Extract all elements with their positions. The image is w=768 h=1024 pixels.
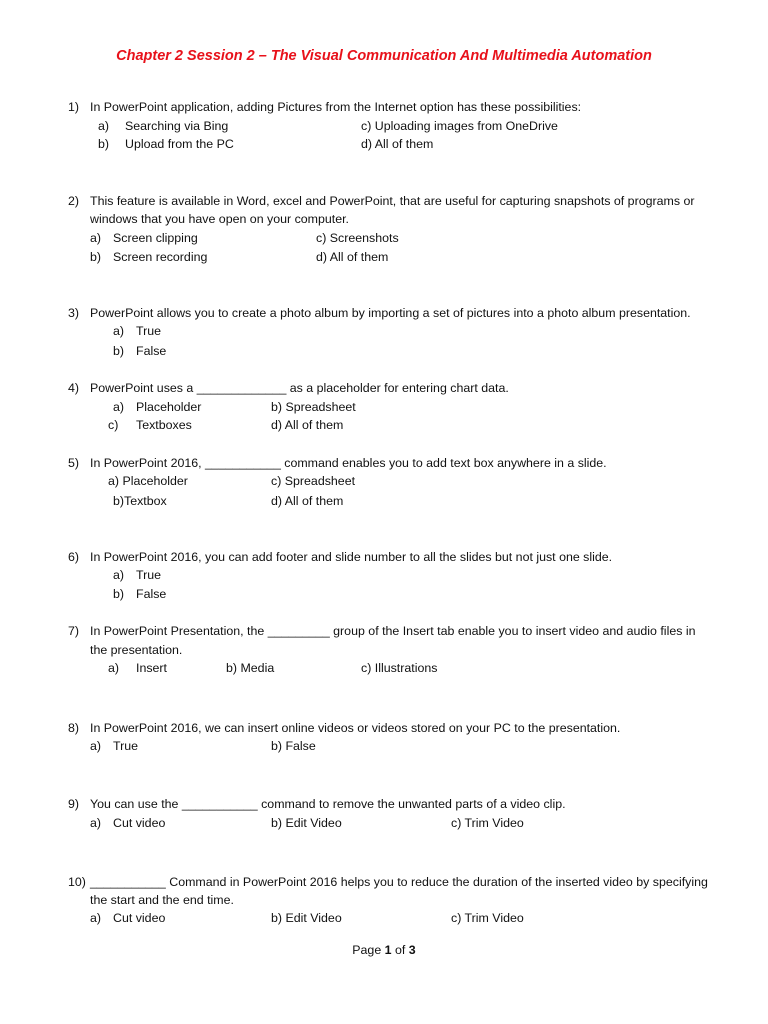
question-text: the presentation.: [90, 643, 183, 657]
question-text: In PowerPoint application, adding Pictures from the Internet option has these possibilities:: [90, 100, 582, 114]
footer-middle: of: [391, 943, 409, 957]
option-text: c) Trim Video: [451, 911, 524, 925]
option-label: a): [113, 400, 125, 414]
option-text: b) Edit Video: [271, 816, 342, 830]
question-text: This feature is available in Word, excel and PowerPoint, that are useful for capturing snapshots of programs or: [90, 194, 695, 208]
option-label: b): [98, 137, 110, 151]
option-label: b): [90, 250, 102, 264]
option-text: c) Uploading images from OneDrive: [361, 119, 558, 133]
option-label: a): [90, 816, 102, 830]
option-text: True: [136, 324, 162, 338]
question-text: PowerPoint uses a _____________ as a placeholder for entering chart data.: [90, 381, 509, 395]
question-text: In PowerPoint Presentation, the _________ group of the Insert tab enable you to insert video and audio files in: [90, 624, 696, 638]
option-label: a): [98, 119, 110, 133]
question-number: 7): [68, 624, 80, 638]
option-text: c) Illustrations: [361, 661, 438, 675]
option-text: c) Spreadsheet: [271, 474, 356, 488]
option-text: b)Textbox: [113, 494, 167, 508]
question-text: PowerPoint allows you to create a photo album by importing a set of pictures into a photo album presentation.: [90, 306, 691, 320]
option-text: d) All of them: [361, 137, 434, 151]
option-text: c) Screenshots: [316, 231, 399, 245]
footer-current-page: 1: [384, 943, 392, 957]
footer-prefix: Page: [352, 943, 385, 957]
option-text: d) All of them: [316, 250, 389, 264]
option-label: c): [108, 418, 119, 432]
question-text: In PowerPoint 2016, we can insert online videos or videos stored on your PC to the presentation.: [90, 721, 621, 735]
footer-total-pages: 3: [408, 943, 416, 957]
option-text: b) Edit Video: [271, 911, 342, 925]
option-text: Insert: [136, 661, 167, 675]
option-text: c) Trim Video: [451, 816, 524, 830]
option-text: d) All of them: [271, 494, 344, 508]
question-text: ___________ Command in PowerPoint 2016 helps you to reduce the duration of the inserted video by specifying: [90, 875, 708, 889]
question-number: 6): [68, 550, 80, 564]
page-title: Chapter 2 Session 2 – The Visual Communication And Multimedia Automation: [116, 48, 652, 64]
question-text: In PowerPoint 2016, ___________ command enables you to add text box anywhere in a slide.: [90, 456, 607, 470]
question-number: 2): [68, 194, 80, 208]
option-label: a): [113, 324, 125, 338]
option-text: Searching via Bing: [125, 119, 229, 133]
question-text: In PowerPoint 2016, you can add footer and slide number to all the slides but not just one slide.: [90, 550, 613, 564]
option-text: False: [136, 344, 167, 358]
option-label: b): [113, 344, 125, 358]
option-text: b) Spreadsheet: [271, 400, 356, 414]
question-text: the start and the end time.: [90, 893, 234, 907]
question-number: 4): [68, 381, 80, 395]
option-text: Cut video: [113, 911, 166, 925]
option-text: b) False: [271, 739, 316, 753]
option-label: a): [90, 739, 102, 753]
option-text: Placeholder: [136, 400, 202, 414]
option-text: b) Media: [226, 661, 275, 675]
option-text: Screen clipping: [113, 231, 198, 245]
option-label: a): [90, 911, 102, 925]
option-text: Cut video: [113, 816, 166, 830]
option-text: a) Placeholder: [108, 474, 188, 488]
option-label: a): [113, 568, 125, 582]
option-text: False: [136, 587, 167, 601]
question-number: 10): [68, 875, 86, 889]
option-text: Textboxes: [136, 418, 192, 432]
option-text: Upload from the PC: [125, 137, 234, 151]
question-text: windows that you have open on your computer.: [90, 212, 349, 226]
question-number: 5): [68, 456, 80, 470]
page-footer: [0, 943, 768, 957]
question-number: 8): [68, 721, 80, 735]
question-number: 3): [68, 306, 80, 320]
option-text: True: [136, 568, 162, 582]
question-text: You can use the ___________ command to remove the unwanted parts of a video clip.: [90, 797, 566, 811]
question-number: 1): [68, 100, 80, 114]
option-text: True: [113, 739, 139, 753]
option-label: b): [113, 587, 125, 601]
option-label: a): [108, 661, 120, 675]
option-text: d) All of them: [271, 418, 344, 432]
option-label: a): [90, 231, 102, 245]
question-number: 9): [68, 797, 80, 811]
option-text: Screen recording: [113, 250, 208, 264]
